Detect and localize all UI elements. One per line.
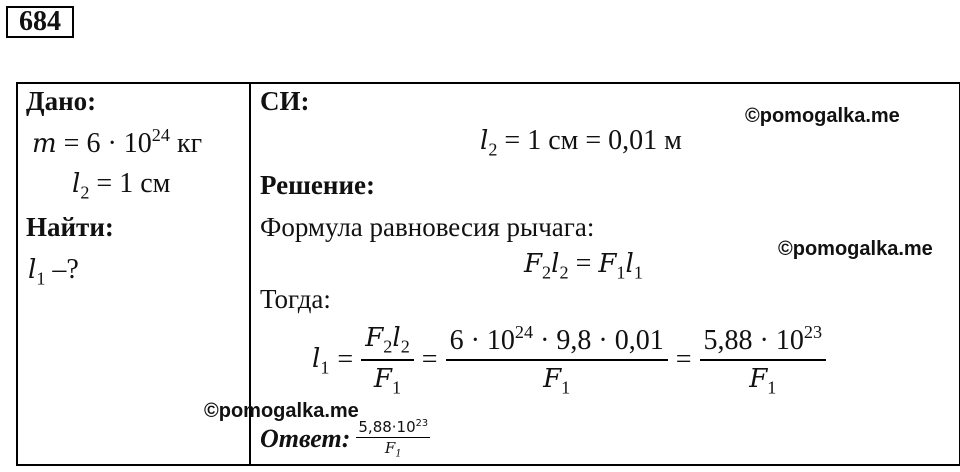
calculation (312, 322, 826, 399)
formula-label: Формула равновесия рычага: (260, 212, 595, 242)
answer (260, 418, 430, 459)
answer-fraction: $\frac{5,88\cdot 10^{23}}{F_1}$ (358, 418, 429, 460)
find-heading: Найти: (26, 212, 114, 242)
find-target: $l_1$ –? (28, 254, 79, 289)
solution-heading: Решение: (260, 170, 375, 200)
given-heading: Дано: (26, 86, 97, 116)
watermark-2: ©pomogalka.me (778, 238, 933, 260)
calc-eq-2: = (421, 344, 438, 376)
problem-number: 684 (6, 6, 74, 38)
given-mass: $m = 6 \cdot 10^{24}$ кг (32, 125, 203, 159)
then-label: Тогда: (260, 284, 331, 314)
calc-fraction-3: $\frac{5,88 \cdot 10^{23}}{F_1}$ (700, 322, 827, 398)
calc-eq-1: = (337, 344, 354, 376)
calc-fraction-2: $\frac{6 \cdot 10^{24} \cdot 9,8 \cdot 0,01}{F_1}$ (446, 322, 668, 398)
watermark-1: ©pomogalka.me (745, 105, 900, 127)
si-conversion: $l_2 = 1$ см = 0,01 м (480, 125, 682, 160)
si-heading: СИ: (260, 86, 310, 116)
watermark-3: ©pomogalka.me (204, 400, 359, 422)
calc-fraction-1: $\frac{F_2l_2}{F_1}$ (361, 322, 414, 399)
calc-eq-3: = (675, 344, 692, 376)
given-length: $l_2 = 1$ см (72, 168, 171, 203)
equilibrium-formula: $F_2l_2 = F_1l_1$ (524, 248, 643, 283)
calc-lhs: $l_1$ (312, 343, 330, 378)
answer-label: Ответ: (260, 423, 351, 453)
